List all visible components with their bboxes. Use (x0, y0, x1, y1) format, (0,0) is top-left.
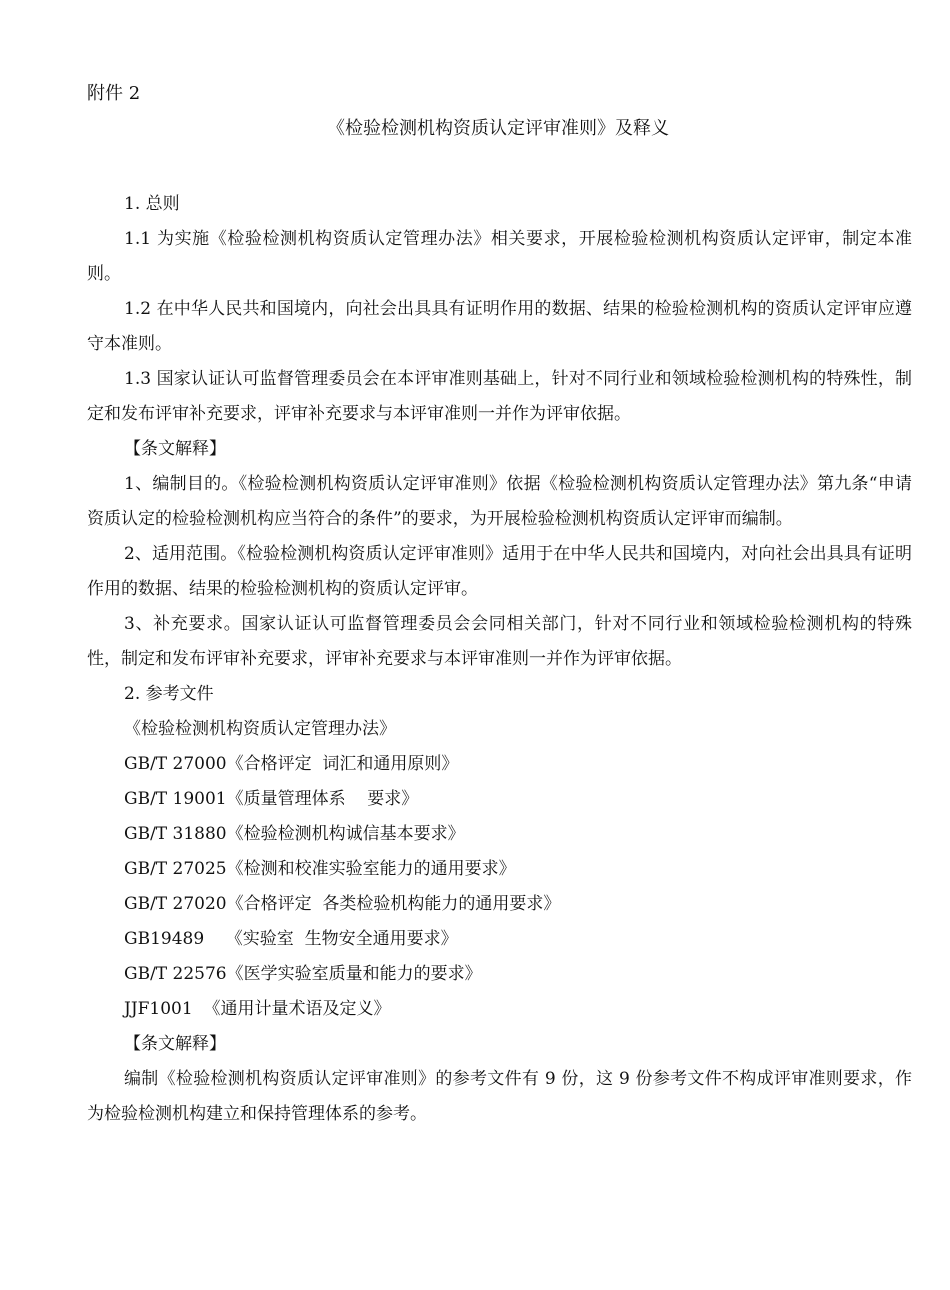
interpretation-heading: 【条文解释】 (124, 439, 226, 459)
interpretation-supplement: 3、补充要求。国家认证认可监督管理委员会会同相关部门，针对不同行业和领域检验检测机构的特殊性，制定和发布评审补充要求，评审补充要求与本评审准则一并作为评审依据。 (87, 614, 912, 669)
reference-item: GB/T 27000《合格评定 词汇和通用原则》 (124, 754, 459, 774)
document-title: 《检验检测机构资质认定评审准则》及释义 (327, 118, 669, 139)
reference-item: GB/T 19001《质量管理体系 要求》 (124, 789, 419, 809)
section-heading-references: 2. 参考文件 (124, 684, 214, 704)
reference-item: GB/T 31880《检验检测机构诚信基本要求》 (124, 824, 465, 844)
reference-item: GB/T 22576《医学实验室质量和能力的要求》 (124, 964, 482, 984)
reference-item: GB/T 27025《检测和校准实验室能力的通用要求》 (124, 859, 516, 879)
interpretation-heading: 【条文解释】 (124, 1034, 226, 1054)
interpretation-references: 编制《检验检测机构资质认定评审准则》的参考文件有 9 份，这 9 份参考文件不构成评审准则要求，作为检验检测机构建立和保持管理体系的参考。 (87, 1069, 912, 1124)
section-heading-general: 1. 总则 (124, 194, 180, 214)
reference-item: GB/T 27020《合格评定 各类检验机构能力的通用要求》 (124, 894, 561, 914)
clause-1-3: 1.3 国家认证认可监督管理委员会在本评审准则基础上，针对不同行业和领域检验检测机构的特殊性，制定和发布评审补充要求，评审补充要求与本评审准则一并作为评审依据。 (87, 369, 912, 424)
clause-1-2: 1.2 在中华人民共和国境内，向社会出具具有证明作用的数据、结果的检验检测机构的资质认定评审应遵守本准则。 (87, 299, 912, 354)
interpretation-purpose: 1、编制目的。《检验检测机构资质认定评审准则》依据《检验检测机构资质认定管理办法》第九条“申请资质认定的检验检测机构应当符合的条件”的要求，为开展检验检测机构资质认定评审而编制。 (87, 474, 912, 529)
interpretation-scope: 2、适用范围。《检验检测机构资质认定评审准则》适用于在中华人民共和国境内，对向社会出具具有证明作用的数据、结果的检验检测机构的资质认定评审。 (87, 544, 912, 599)
reference-item: 《检验检测机构资质认定管理办法》 (124, 719, 396, 739)
attachment-label: 附件 2 (87, 83, 141, 104)
document-body (87, 187, 912, 1132)
reference-item: GB19489 《实验室 生物安全通用要求》 (124, 929, 458, 949)
reference-item: JJF1001 《通用计量术语及定义》 (124, 999, 391, 1019)
clause-1-1: 1.1 为实施《检验检测机构资质认定管理办法》相关要求，开展检验检测机构资质认定评审，制定本准则。 (87, 229, 912, 284)
